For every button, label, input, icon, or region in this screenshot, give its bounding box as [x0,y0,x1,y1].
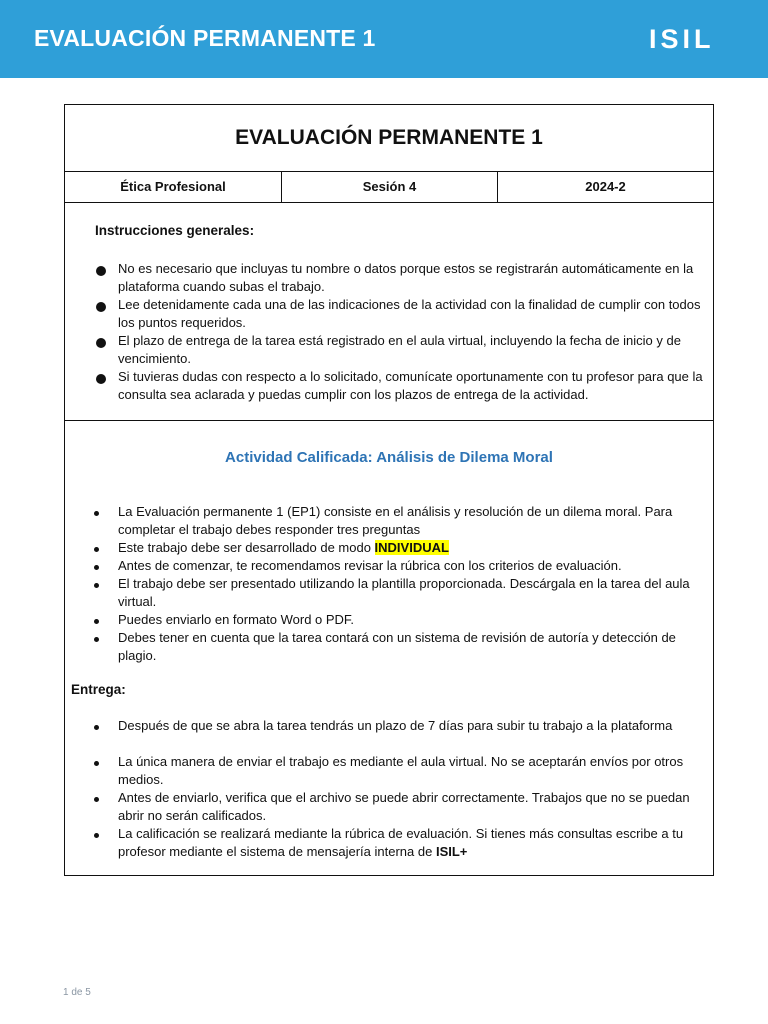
instructions-section [65,203,713,421]
bullet-icon [94,761,99,766]
header-bar [0,0,768,78]
bullet-icon [94,547,99,552]
delivery-item: Antes de enviarlo, verifica que el archivo se puede abrir correctamente. Trabajos que no se puedan abrir no serán calificados. [118,790,690,823]
bullet-icon [96,338,106,348]
delivery-item: Después de que se abra la tarea tendrás un plazo de 7 días para subir tu trabajo a la plataforma [118,718,673,733]
instruction-item: Lee detenidamente cada una de las indicaciones de la actividad con la finalidad de cumplir con todos los puntos requeridos. [118,297,701,330]
document-title: EVALUACIÓN PERMANENTE 1 [235,126,543,149]
individual-highlight: INDIVIDUAL [374,540,449,555]
instruction-item: No es necesario que incluyas tu nombre o datos porque estos se registrarán automáticamente en la plataforma cuando subas el trabajo. [118,261,694,294]
delivery-heading: Entrega: [71,682,126,697]
bullet-icon [94,583,99,588]
course-name: Ética Profesional [65,172,282,202]
bullet-icon [94,619,99,624]
bullet-icon [94,511,99,516]
activity-item: La Evaluación permanente 1 (EP1) consiste en el análisis y resolución de un dilema moral. Para completar el trabajo debes responder tres preguntas [118,504,673,537]
document-frame [64,104,714,876]
instruction-item: Si tuvieras dudas con respecto a lo solicitado, comunícate oportunamente con tu profesor para que la consulta sea aclarada y puedas cumplir con los plazos de entrega de la actividad. [118,369,703,402]
bullet-icon [96,266,106,276]
session-label: Sesión 4 [282,172,498,202]
activity-item-text: Este trabajo debe ser desarrollado de modo [118,540,375,555]
instructions-heading: Instrucciones generales: [95,223,255,238]
bullet-icon [94,833,99,838]
isil-plus-label: ISIL+ [435,844,468,859]
bullet-icon [96,374,106,384]
activity-item: Debes tener en cuenta que la tarea contará con un sistema de revisión de autoría y detección de plagio. [118,630,676,663]
page-number [63,987,91,999]
delivery-item [118,825,710,861]
bullet-icon [96,302,106,312]
activity-item: Antes de comenzar, te recomendamos revisar la rúbrica con los criterios de evaluación. [118,558,622,573]
activity-title: Actividad Calificada: Análisis de Dilema Moral [225,449,553,466]
activity-item: El trabajo debe ser presentado utilizando la plantilla proporcionada. Descárgala en la tarea del aula virtual. [118,576,690,609]
header-title: EVALUACIÓN PERMANENTE 1 [34,25,376,51]
page-total: de 5 [68,987,91,998]
delivery-item-text: La calificación se realizará mediante la rúbrica de evaluación. Si tienes más consultas escribe a tu profesor mediante el sistema de mensajería interna de [118,826,684,859]
bullet-icon [94,797,99,802]
bullet-icon [94,725,99,730]
instruction-item: El plazo de entrega de la tarea está registrado en el aula virtual, incluyendo la fecha de inicio y de vencimiento. [118,333,681,366]
delivery-item: La única manera de enviar el trabajo es mediante el aula virtual. No se aceptarán envíos por otros medios. [118,754,684,787]
isil-logo: ISIL [649,24,715,54]
activity-item: Puedes enviarlo en formato Word o PDF. [118,612,355,627]
activity-item [118,539,710,557]
current-page: 1 [63,987,69,998]
bullet-icon [94,565,99,570]
course-info-row [65,172,713,203]
bullet-icon [94,637,99,642]
period-label: 2024-2 [585,179,626,194]
title-row [65,105,713,172]
